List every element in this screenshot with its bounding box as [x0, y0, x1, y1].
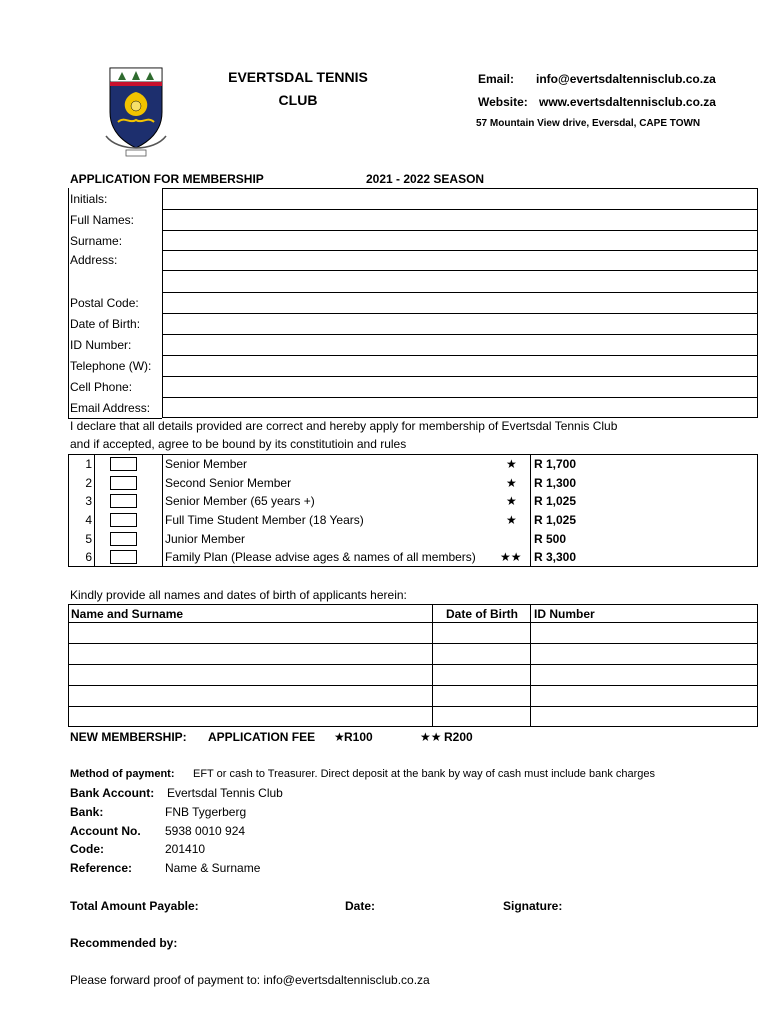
applicants-intro: Kindly provide all names and dates of birth of applicants herein: [70, 588, 407, 602]
bank-account-value: Evertsdal Tennis Club [167, 786, 283, 800]
website-value[interactable]: www.evertsdaltennisclub.co.za [539, 95, 716, 109]
recommended-by-label: Recommended by: [70, 936, 178, 950]
field-email-address: Email Address: [70, 401, 151, 415]
bank-account-label: Bank Account: [70, 786, 155, 800]
fee2-stars: ★★ [420, 730, 442, 744]
account-no-value: 5938 0010 924 [165, 824, 246, 838]
membership-num-2: 2 [85, 476, 92, 490]
membership-type-5: Junior Member [165, 532, 246, 546]
form-title: APPLICATION FOR MEMBERSHIP [70, 172, 264, 186]
code-value: 201410 [165, 842, 206, 856]
club-address: 57 Mountain View drive, Eversdal, CAPE TOWN [476, 118, 701, 129]
membership-num-5: 5 [85, 532, 92, 546]
total-amount-label: Total Amount Payable: [70, 899, 199, 913]
membership-checkbox-5[interactable] [110, 532, 137, 546]
forward-proof-note: Please forward proof of payment to: info@evertsdaltennisclub.co.za [70, 973, 430, 987]
date-label: Date: [345, 899, 376, 913]
method-of-payment-label: Method of payment: [70, 768, 175, 780]
season-label: 2021 - 2022 SEASON [366, 172, 485, 186]
field-surname: Surname: [70, 234, 123, 248]
account-no-label: Account No. [70, 824, 141, 838]
method-of-payment-value: EFT or cash to Treasurer. Direct deposit at the bank by way of cash must include bank charges [193, 768, 656, 780]
membership-num-4: 4 [85, 513, 92, 527]
membership-stars-1: ★ [506, 457, 517, 471]
field-date-of-birth: Date of Birth: [70, 317, 141, 331]
membership-type-3: Senior Member (65 years +) [165, 494, 315, 508]
bank-value: FNB Tygerberg [165, 805, 247, 819]
membership-checkbox-3[interactable] [110, 494, 137, 508]
membership-price-6: R 3,300 [534, 550, 577, 564]
field-telephone: Telephone (W): [70, 359, 152, 373]
membership-stars-2: ★ [506, 476, 517, 490]
reference-value: Name & Surname [165, 861, 261, 875]
membership-price-5: R 500 [534, 532, 567, 546]
club-crest-logo [104, 66, 168, 158]
membership-type-4: Full Time Student Member (18 Years) [165, 513, 364, 527]
email-label: Email: [478, 72, 515, 86]
club-name-line1: EVERTSDAL TENNIS [228, 69, 368, 85]
details-grid [162, 188, 758, 418]
membership-type-2: Second Senior Member [165, 476, 292, 490]
fee1-stars: ★ [334, 730, 345, 744]
email-value[interactable]: info@evertsdaltennisclub.co.za [536, 72, 716, 86]
field-cell-phone: Cell Phone: [70, 380, 133, 394]
membership-stars-3: ★ [506, 494, 517, 508]
membership-type-1: Senior Member [165, 457, 248, 471]
membership-num-3: 3 [85, 494, 92, 508]
membership-type-6: Family Plan (Please advise ages & names of all members) [165, 550, 476, 564]
website-label: Website: [478, 95, 528, 109]
membership-price-4: R 1,025 [534, 513, 577, 527]
membership-checkbox-1[interactable] [110, 457, 137, 471]
membership-num-1: 1 [85, 457, 92, 471]
membership-stars-6: ★★ [500, 550, 522, 564]
signature-label: Signature: [503, 899, 563, 913]
field-initials: Initials: [70, 192, 108, 206]
col-id-number: ID Number [534, 607, 595, 621]
col-date-of-birth: Date of Birth [446, 607, 518, 621]
new-membership-label: NEW MEMBERSHIP: [70, 730, 187, 744]
application-fee-label: APPLICATION FEE [208, 730, 316, 744]
field-address: Address: [70, 253, 118, 267]
declaration-line2: and if accepted, agree to be bound by its constitutioin and rules [70, 437, 407, 451]
field-id-number: ID Number: [70, 338, 132, 352]
membership-checkbox-2[interactable] [110, 476, 137, 490]
membership-price-3: R 1,025 [534, 494, 577, 508]
membership-checkbox-4[interactable] [110, 513, 137, 527]
field-full-names: Full Names: [70, 213, 135, 227]
reference-label: Reference: [70, 861, 133, 875]
fee2-value: R200 [444, 730, 473, 744]
fee1-value: R100 [344, 730, 373, 744]
code-label: Code: [70, 842, 104, 856]
declaration-line1: I declare that all details provided are correct and hereby apply for membership of Evertsdal Tennis Club [70, 419, 618, 433]
membership-price-2: R 1,300 [534, 476, 577, 490]
bank-label: Bank: [70, 805, 104, 819]
membership-num-6: 6 [85, 550, 92, 564]
col-name-and-surname: Name and Surname [71, 607, 184, 621]
membership-checkbox-6[interactable] [110, 550, 137, 564]
field-postal-code: Postal Code: [70, 296, 139, 310]
membership-stars-4: ★ [506, 513, 517, 527]
membership-price-1: R 1,700 [534, 457, 577, 471]
club-name-line2: CLUB [278, 92, 318, 108]
